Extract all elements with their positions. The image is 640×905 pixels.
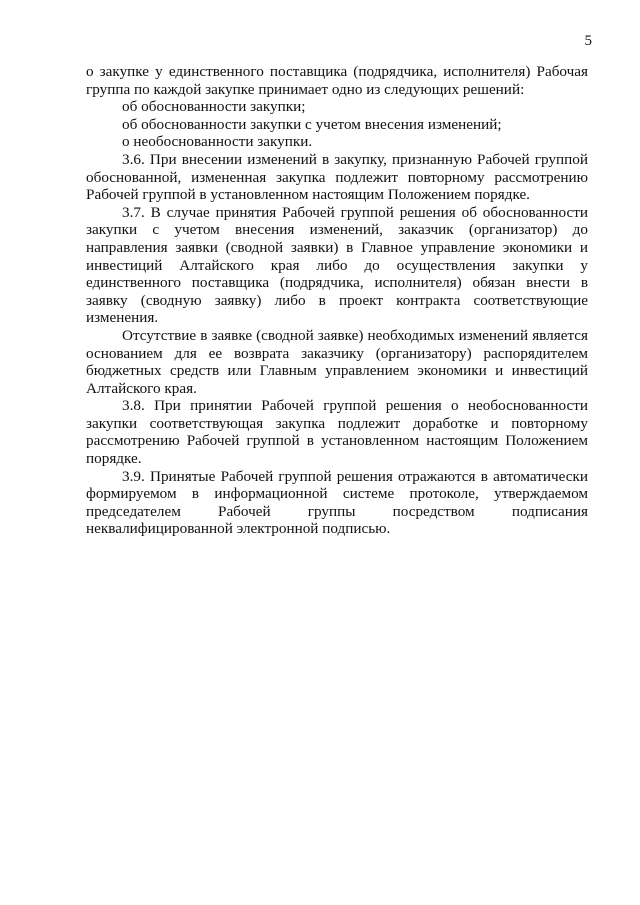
list-item-justified-with-changes: об обоснованности закупки с учетом внесения изменений;	[122, 115, 502, 133]
paragraph-missing-changes: Отсутствие в заявке (сводной заявке) необходимых изменений является основанием для ее возврата заказчику (организатору) распорядителем бюджетных средств или Главным управлением экономики и инвестиций Алтайского края.	[86, 326, 588, 397]
paragraph-3-9: 3.9. Принятые Рабочей группой решения отражаются в автоматически формируемом в информационной системе протоколе, утверждаемом председателем Рабочей группы посредством подписания неквалифицированной электронной подписью.	[86, 467, 588, 538]
list-item-unjustified: о необоснованности закупки.	[122, 133, 313, 151]
page-number: 5	[584, 33, 592, 49]
document-body	[86, 63, 588, 538]
paragraph-intro: о закупке у единственного поставщика (подрядчика, исполнителя) Рабочая группа по каждой закупке принимает одно из следующих решений:	[86, 63, 588, 98]
paragraph-3-6: 3.6. При внесении изменений в закупку, признанную Рабочей группой обоснованной, измененная закупка подлежит повторному рассмотрению Рабочей группой в установленном настоящим Положением порядке.	[86, 150, 588, 204]
paragraph-3-7: 3.7. В случае принятия Рабочей группой решения об обоснованности закупки с учетом внесения изменений, заказчик (организатор) до направления заявки (сводной заявки) в Главное управление экономики и инвестиций Алтайского края либо до осуществления закупки у единственного поставщика (подрядчика, исполнителя) обязан внести в заявку (сводную заявку) либо в проект контракта соответствующие изменения.	[86, 203, 588, 327]
paragraph-3-8: 3.8. При принятии Рабочей группой решения о необоснованности закупки соответствующая закупка подлежит доработке и повторному рассмотрению Рабочей группой в установленном настоящим Положением порядке.	[86, 397, 588, 468]
list-item-justified: об обоснованности закупки;	[122, 98, 306, 116]
